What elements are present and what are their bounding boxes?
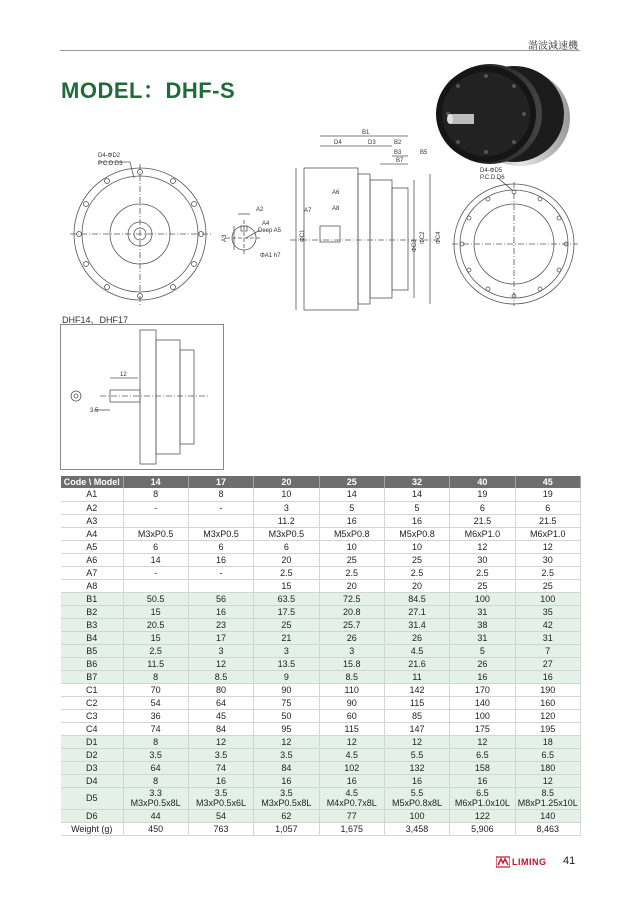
table-cell: 6 xyxy=(515,501,580,514)
table-cell: 5 xyxy=(384,501,449,514)
front-note-label: D4-ΦD2 xyxy=(98,153,121,159)
table-cell xyxy=(123,579,188,592)
table-cell: 3 xyxy=(319,644,384,657)
section-b3-label: B3 xyxy=(394,150,402,156)
table-cell: 8.5 M8xP1.25x10L xyxy=(515,787,580,809)
table-cell: 140 xyxy=(515,809,580,822)
table-cell: 9 xyxy=(254,670,319,683)
table-cell: 120 xyxy=(515,709,580,722)
shaft-a1-label: ΦA1 h7 xyxy=(260,253,281,259)
table-cell: 190 xyxy=(515,683,580,696)
table-cell: 16 xyxy=(188,605,253,618)
table-cell: 100 xyxy=(384,809,449,822)
section-d4-label: D4 xyxy=(334,140,342,146)
table-cell: 21 xyxy=(254,631,319,644)
table-row xyxy=(61,696,581,709)
table-cell: 70 xyxy=(123,683,188,696)
table-cell: 19 xyxy=(450,488,515,501)
row-label: D2 xyxy=(61,748,123,761)
table-row xyxy=(61,618,581,631)
row-label: Weight (g) xyxy=(61,822,123,835)
table-cell: M3xP0.5 xyxy=(254,527,319,540)
table-cell: 54 xyxy=(123,696,188,709)
detail-12-label: 12 xyxy=(120,372,127,378)
table-cell: 74 xyxy=(188,761,253,774)
table-cell: 11 xyxy=(384,670,449,683)
row-label: D4 xyxy=(61,774,123,787)
table-cell: 60 xyxy=(319,709,384,722)
table-cell: 12 xyxy=(319,735,384,748)
table-row xyxy=(61,553,581,566)
table-cell: 17 xyxy=(188,631,253,644)
table-cell: 45 xyxy=(188,709,253,722)
section-c3-label: ΦC3 xyxy=(412,239,418,252)
row-label: B6 xyxy=(61,657,123,670)
table-cell: 8.5 xyxy=(188,670,253,683)
header-category: 諧波減速機 xyxy=(528,41,578,52)
table-cell: M3xP0.5 xyxy=(123,527,188,540)
table-cell: 63.5 xyxy=(254,592,319,605)
table-cell: 14 xyxy=(319,488,384,501)
table-cell: 3.5 xyxy=(123,748,188,761)
table-cell: 132 xyxy=(384,761,449,774)
table-cell: 16 xyxy=(319,774,384,787)
table-cell: 195 xyxy=(515,722,580,735)
table-cell: 16 xyxy=(188,774,253,787)
table-cell: 2.5 xyxy=(254,566,319,579)
table-cell: 21.5 xyxy=(515,514,580,527)
table-cell: 10 xyxy=(319,540,384,553)
table-row xyxy=(61,809,581,822)
table-cell: 3.5 M3xP0.5x8L xyxy=(254,787,319,809)
table-cell: 12 xyxy=(254,735,319,748)
section-view-drawing xyxy=(290,128,450,312)
table-cell: 2.5 xyxy=(319,566,384,579)
section-b7-label: B7 xyxy=(396,158,404,164)
row-label: C2 xyxy=(61,696,123,709)
row-label: B4 xyxy=(61,631,123,644)
table-cell: 3 xyxy=(254,644,319,657)
row-label: A3 xyxy=(61,514,123,527)
table-cell: 100 xyxy=(450,592,515,605)
table-cell: 1,057 xyxy=(254,822,319,835)
table-cell: 8 xyxy=(123,488,188,501)
table-cell: 147 xyxy=(384,722,449,735)
row-label: A2 xyxy=(61,501,123,514)
table-row xyxy=(61,605,581,618)
table-cell: 36 xyxy=(123,709,188,722)
table-cell: 56 xyxy=(188,592,253,605)
row-label: B5 xyxy=(61,644,123,657)
table-cell: 16 xyxy=(384,514,449,527)
table-cell: - xyxy=(188,501,253,514)
table-row xyxy=(61,735,581,748)
row-label: B7 xyxy=(61,670,123,683)
table-cell: 27 xyxy=(515,657,580,670)
row-label: A6 xyxy=(61,553,123,566)
table-cell: 115 xyxy=(384,696,449,709)
table-row xyxy=(61,488,581,501)
table-cell: 142 xyxy=(384,683,449,696)
table-cell: 20.8 xyxy=(319,605,384,618)
table-cell: 16 xyxy=(450,670,515,683)
table-cell: M5xP0.8 xyxy=(319,527,384,540)
table-cell: 10 xyxy=(384,540,449,553)
table-row xyxy=(61,748,581,761)
table-cell: 12 xyxy=(450,540,515,553)
page-number: 41 xyxy=(563,855,576,867)
table-cell: - xyxy=(188,566,253,579)
table-cell: 8 xyxy=(123,735,188,748)
table-row xyxy=(61,644,581,657)
table-cell: 763 xyxy=(188,822,253,835)
shaft-a3-label: A3 xyxy=(222,234,228,242)
table-row xyxy=(61,670,581,683)
table-cell: 5.5 xyxy=(384,748,449,761)
table-cell: 12 xyxy=(188,735,253,748)
row-label: D6 xyxy=(61,809,123,822)
section-d3-label: D3 xyxy=(368,140,376,146)
section-b1-label: B1 xyxy=(362,130,370,136)
spec-table-header xyxy=(61,476,581,488)
table-cell xyxy=(188,514,253,527)
table-row xyxy=(61,683,581,696)
table-row xyxy=(61,657,581,670)
page-title: MODEL：DHF-S xyxy=(61,78,236,103)
table-cell: 26 xyxy=(384,631,449,644)
table-cell: 26 xyxy=(450,657,515,670)
table-cell: 100 xyxy=(450,709,515,722)
table-cell: 8.5 xyxy=(319,670,384,683)
table-cell: 21.6 xyxy=(384,657,449,670)
front-view-drawing xyxy=(70,148,216,310)
table-cell: 5 xyxy=(450,644,515,657)
table-cell: 42 xyxy=(515,618,580,631)
table-cell: 3,458 xyxy=(384,822,449,835)
table-cell: 6 xyxy=(254,540,319,553)
header-model-32: 32 xyxy=(384,476,449,488)
table-cell: 175 xyxy=(450,722,515,735)
section-a8-label: A8 xyxy=(332,206,340,212)
row-label: C4 xyxy=(61,722,123,735)
table-cell: 5 xyxy=(319,501,384,514)
table-cell: 80 xyxy=(188,683,253,696)
table-row xyxy=(61,722,581,735)
table-cell: 2.5 xyxy=(450,566,515,579)
table-cell: 14 xyxy=(384,488,449,501)
table-row xyxy=(61,540,581,553)
header-model-20: 20 xyxy=(254,476,319,488)
detail-caption: DHF14、DHF17 xyxy=(62,315,129,325)
table-cell: 180 xyxy=(515,761,580,774)
table-cell: 6 xyxy=(123,540,188,553)
table-cell: 6.5 xyxy=(515,748,580,761)
section-c2-label: ΦC2 xyxy=(420,231,426,244)
table-cell: 122 xyxy=(450,809,515,822)
table-cell: 77 xyxy=(319,809,384,822)
table-cell: 158 xyxy=(450,761,515,774)
table-cell: 75 xyxy=(254,696,319,709)
table-cell: 3.5 xyxy=(254,748,319,761)
row-label: A4 xyxy=(61,527,123,540)
table-cell: 25 xyxy=(450,579,515,592)
table-cell: 8 xyxy=(123,670,188,683)
table-cell: 6 xyxy=(450,501,515,514)
shaft-deep-label: Deep A5 xyxy=(258,228,282,234)
table-cell: M5xP0.8 xyxy=(384,527,449,540)
table-cell: 10 xyxy=(254,488,319,501)
table-cell: 16 xyxy=(450,774,515,787)
table-cell: 16 xyxy=(319,514,384,527)
table-cell: 95 xyxy=(254,722,319,735)
table-row xyxy=(61,787,581,809)
row-label: B1 xyxy=(61,592,123,605)
table-cell: 2.5 xyxy=(515,566,580,579)
table-cell: 15 xyxy=(254,579,319,592)
table-cell: 64 xyxy=(123,761,188,774)
header-code-model: Code \ Model xyxy=(61,476,123,488)
table-cell: 14 xyxy=(123,553,188,566)
table-cell: - xyxy=(123,566,188,579)
table-cell: 6.5 M6xP1.0x10L xyxy=(450,787,515,809)
row-label: D3 xyxy=(61,761,123,774)
table-cell: 20 xyxy=(319,579,384,592)
table-cell: 15 xyxy=(123,631,188,644)
table-cell: 110 xyxy=(319,683,384,696)
spec-table xyxy=(61,476,581,836)
row-label: A1 xyxy=(61,488,123,501)
table-cell: 84 xyxy=(188,722,253,735)
table-cell: M6xP1.0 xyxy=(515,527,580,540)
table-cell: 50 xyxy=(254,709,319,722)
table-row xyxy=(61,527,581,540)
table-cell: 11.2 xyxy=(254,514,319,527)
table-cell: 100 xyxy=(515,592,580,605)
rear-view-drawing xyxy=(452,160,582,310)
table-row xyxy=(61,761,581,774)
section-c4-label: ΦC4 xyxy=(436,231,442,244)
liming-logo-icon xyxy=(496,855,510,869)
row-label: D5 xyxy=(61,787,123,809)
table-cell xyxy=(188,579,253,592)
row-label: A7 xyxy=(61,566,123,579)
table-cell xyxy=(123,514,188,527)
table-cell: 44 xyxy=(123,809,188,822)
table-cell: 12 xyxy=(515,774,580,787)
shaft-detail-drawing xyxy=(216,196,290,262)
table-cell: 12 xyxy=(450,735,515,748)
table-row xyxy=(61,501,581,514)
table-cell: M6xP1.0 xyxy=(450,527,515,540)
shaft-a2-label: A2 xyxy=(256,207,264,213)
row-label: D1 xyxy=(61,735,123,748)
table-cell: 26 xyxy=(319,631,384,644)
table-cell: 5,906 xyxy=(450,822,515,835)
table-cell: 12 xyxy=(384,735,449,748)
table-cell: 20 xyxy=(384,579,449,592)
table-cell: 31 xyxy=(515,631,580,644)
table-cell: 2.5 xyxy=(123,644,188,657)
table-cell: 20 xyxy=(254,553,319,566)
table-cell: 4.5 xyxy=(319,748,384,761)
shaft-a4-label: A4 xyxy=(262,221,270,227)
table-cell: 30 xyxy=(515,553,580,566)
section-c1-label: ΦC1 xyxy=(300,229,306,242)
table-row xyxy=(61,631,581,644)
table-cell: 115 xyxy=(319,722,384,735)
section-a6-label: A6 xyxy=(332,190,340,196)
table-cell: 170 xyxy=(450,683,515,696)
table-cell: 11.5 xyxy=(123,657,188,670)
table-cell: 25.7 xyxy=(319,618,384,631)
table-cell: 160 xyxy=(515,696,580,709)
table-cell: 18 xyxy=(515,735,580,748)
table-cell: 84.5 xyxy=(384,592,449,605)
table-cell: 38 xyxy=(450,618,515,631)
header-model-25: 25 xyxy=(319,476,384,488)
table-cell: 16 xyxy=(384,774,449,787)
table-cell: 13.5 xyxy=(254,657,319,670)
header-model-17: 17 xyxy=(188,476,253,488)
table-cell: 85 xyxy=(384,709,449,722)
row-label: C3 xyxy=(61,709,123,722)
table-cell: 6 xyxy=(188,540,253,553)
table-cell: 25 xyxy=(515,579,580,592)
section-b5-label: B5 xyxy=(420,150,428,156)
table-row xyxy=(61,774,581,787)
table-cell: 19 xyxy=(515,488,580,501)
table-cell: 12 xyxy=(188,657,253,670)
table-cell: 16 xyxy=(188,553,253,566)
table-cell: 15.8 xyxy=(319,657,384,670)
table-cell: 25 xyxy=(254,618,319,631)
table-cell: 6.5 xyxy=(450,748,515,761)
table-row xyxy=(61,514,581,527)
table-cell: 102 xyxy=(319,761,384,774)
table-cell: 2.5 xyxy=(384,566,449,579)
rear-note-label: D4-ΦD5 xyxy=(480,168,503,174)
table-cell: 8,463 xyxy=(515,822,580,835)
table-cell: M3xP0.5 xyxy=(188,527,253,540)
table-cell: 90 xyxy=(319,696,384,709)
row-label: C1 xyxy=(61,683,123,696)
table-cell: 90 xyxy=(254,683,319,696)
table-cell: 3.3 M3xP0.5x8L xyxy=(123,787,188,809)
table-row xyxy=(61,592,581,605)
header-model-14: 14 xyxy=(123,476,188,488)
table-cell: 21.5 xyxy=(450,514,515,527)
table-cell: 25 xyxy=(384,553,449,566)
row-label: B2 xyxy=(61,605,123,618)
table-cell: 16 xyxy=(515,670,580,683)
table-cell: 8 xyxy=(188,488,253,501)
table-cell: 5.5 M5xP0.8x8L xyxy=(384,787,449,809)
table-cell: 15 xyxy=(123,605,188,618)
table-cell: 31 xyxy=(450,631,515,644)
table-cell: 3 xyxy=(254,501,319,514)
table-cell: 140 xyxy=(450,696,515,709)
table-cell: 20.5 xyxy=(123,618,188,631)
table-cell: 84 xyxy=(254,761,319,774)
table-cell: 62 xyxy=(254,809,319,822)
rear-pcd-label: P.C.D.D6 xyxy=(480,175,505,181)
table-cell: 23 xyxy=(188,618,253,631)
detail-35-label: 3.5 xyxy=(90,408,99,414)
table-cell: 74 xyxy=(123,722,188,735)
header-model-45: 45 xyxy=(515,476,580,488)
table-cell: 54 xyxy=(188,809,253,822)
table-row xyxy=(61,822,581,835)
table-cell: 12 xyxy=(515,540,580,553)
table-cell: 50.5 xyxy=(123,592,188,605)
table-cell: 3.5 M3xP0.5x6L xyxy=(188,787,253,809)
header-rule xyxy=(60,50,580,51)
front-pcd-label: P.C.D.D3 xyxy=(98,161,123,167)
table-cell: 4.5 xyxy=(384,644,449,657)
footer-brand: LIMING xyxy=(512,857,547,867)
row-label: A8 xyxy=(61,579,123,592)
product-photo xyxy=(428,56,578,168)
table-cell: 25 xyxy=(319,553,384,566)
section-a7-label: A7 xyxy=(304,208,312,214)
detail-view-drawing xyxy=(60,324,224,470)
table-cell: 3.5 xyxy=(188,748,253,761)
table-cell: 35 xyxy=(515,605,580,618)
table-cell: 450 xyxy=(123,822,188,835)
section-b2-label: B2 xyxy=(394,140,402,146)
table-cell: 27.1 xyxy=(384,605,449,618)
table-cell: 17.5 xyxy=(254,605,319,618)
table-cell: 31.4 xyxy=(384,618,449,631)
row-label: A5 xyxy=(61,540,123,553)
table-cell: 3 xyxy=(188,644,253,657)
table-cell: 16 xyxy=(254,774,319,787)
table-cell: 64 xyxy=(188,696,253,709)
table-cell: 72.5 xyxy=(319,592,384,605)
table-cell: 30 xyxy=(450,553,515,566)
header-model-40: 40 xyxy=(450,476,515,488)
row-label: B3 xyxy=(61,618,123,631)
table-row xyxy=(61,579,581,592)
table-row xyxy=(61,566,581,579)
table-row xyxy=(61,709,581,722)
table-cell: 8 xyxy=(123,774,188,787)
table-cell: 7 xyxy=(515,644,580,657)
table-cell: 1,675 xyxy=(319,822,384,835)
table-cell: - xyxy=(123,501,188,514)
table-cell: 31 xyxy=(450,605,515,618)
table-cell: 4.5 M4xP0.7x8L xyxy=(319,787,384,809)
